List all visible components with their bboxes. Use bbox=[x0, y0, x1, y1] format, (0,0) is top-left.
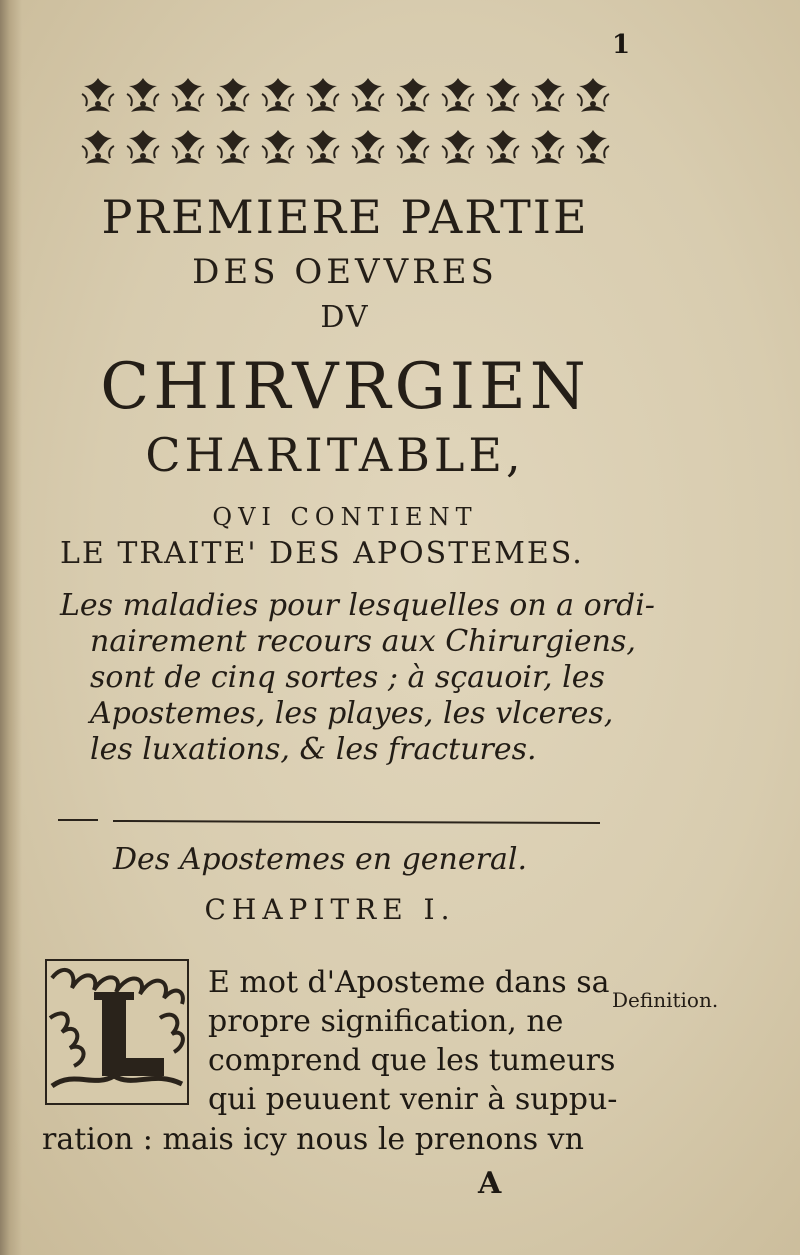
fleuron-icon bbox=[82, 130, 114, 164]
fleuron-icon bbox=[217, 78, 249, 112]
title-premiere-partie: PREMIERE PARTIE bbox=[101, 190, 589, 244]
intro-paragraph bbox=[60, 588, 655, 768]
fleuron-icon bbox=[307, 78, 339, 112]
fleuron-icon bbox=[487, 78, 519, 112]
title-chirurgien: CHIRVRGIEN bbox=[100, 350, 590, 424]
fleuron-icon bbox=[352, 130, 384, 164]
fleuron-icon bbox=[397, 130, 429, 164]
fleuron-icon bbox=[262, 78, 294, 112]
fleuron-icon bbox=[127, 78, 159, 112]
title-qui-contient: QVI CONTIENT bbox=[212, 503, 478, 531]
chapter-heading: CHAPITRE I. bbox=[204, 893, 456, 926]
body-text-line: comprend que les tumeurs bbox=[208, 1043, 616, 1078]
body-text-line: qui peuuent venir à suppu- bbox=[208, 1082, 618, 1117]
title-charitable: CHARITABLE, bbox=[145, 428, 525, 482]
fleuron-icon bbox=[397, 78, 429, 112]
intro-line: Apostemes, les playes, les vlceres, bbox=[90, 696, 614, 731]
page-gutter-shadow bbox=[0, 0, 22, 1255]
fleuron-icon bbox=[307, 130, 339, 164]
fleuron-icon bbox=[352, 78, 384, 112]
fleuron-icon bbox=[262, 130, 294, 164]
body-text-line: ration : mais icy nous le prenons vn bbox=[42, 1122, 584, 1157]
title-traite-des-apostemes: LE TRAITE' DES APOSTEMES. bbox=[60, 536, 584, 571]
intro-line: Les maladies pour lesquelles on a ordi- bbox=[60, 588, 655, 623]
signature-mark: A bbox=[478, 1166, 502, 1201]
body-text-line: E mot d'Aposteme dans sa bbox=[208, 965, 610, 1000]
fleuron-icon bbox=[127, 130, 159, 164]
intro-line: les luxations, & les fractures. bbox=[90, 732, 537, 767]
fleuron-icon bbox=[532, 78, 564, 112]
fleuron-icon bbox=[487, 130, 519, 164]
fleuron-ornament-band bbox=[72, 70, 624, 170]
fleuron-icon bbox=[532, 130, 564, 164]
fleuron-icon bbox=[82, 78, 114, 112]
decorated-initial-l-icon bbox=[44, 958, 190, 1106]
horizontal-rule bbox=[58, 815, 600, 827]
fleuron-icon bbox=[442, 130, 474, 164]
title-des-oeuvres: DES OEVVRES bbox=[192, 252, 498, 292]
fleuron-icon bbox=[577, 130, 609, 164]
body-text-line: propre signification, ne bbox=[208, 1004, 564, 1039]
intro-line: sont de cinq sortes ; à sçauoir, les bbox=[90, 660, 605, 695]
fleuron-icon bbox=[577, 78, 609, 112]
section-title: Des Apostemes en general. bbox=[112, 842, 527, 877]
margin-note: Definition. bbox=[612, 988, 719, 1012]
title-du: DV bbox=[320, 300, 370, 335]
fleuron-icon bbox=[172, 78, 204, 112]
fleuron-icon bbox=[442, 78, 474, 112]
intro-line: nairement recours aux Chirurgiens, bbox=[90, 624, 636, 659]
folio-number: 1 bbox=[612, 30, 631, 60]
fleuron-icon bbox=[172, 130, 204, 164]
fleuron-icon bbox=[217, 130, 249, 164]
